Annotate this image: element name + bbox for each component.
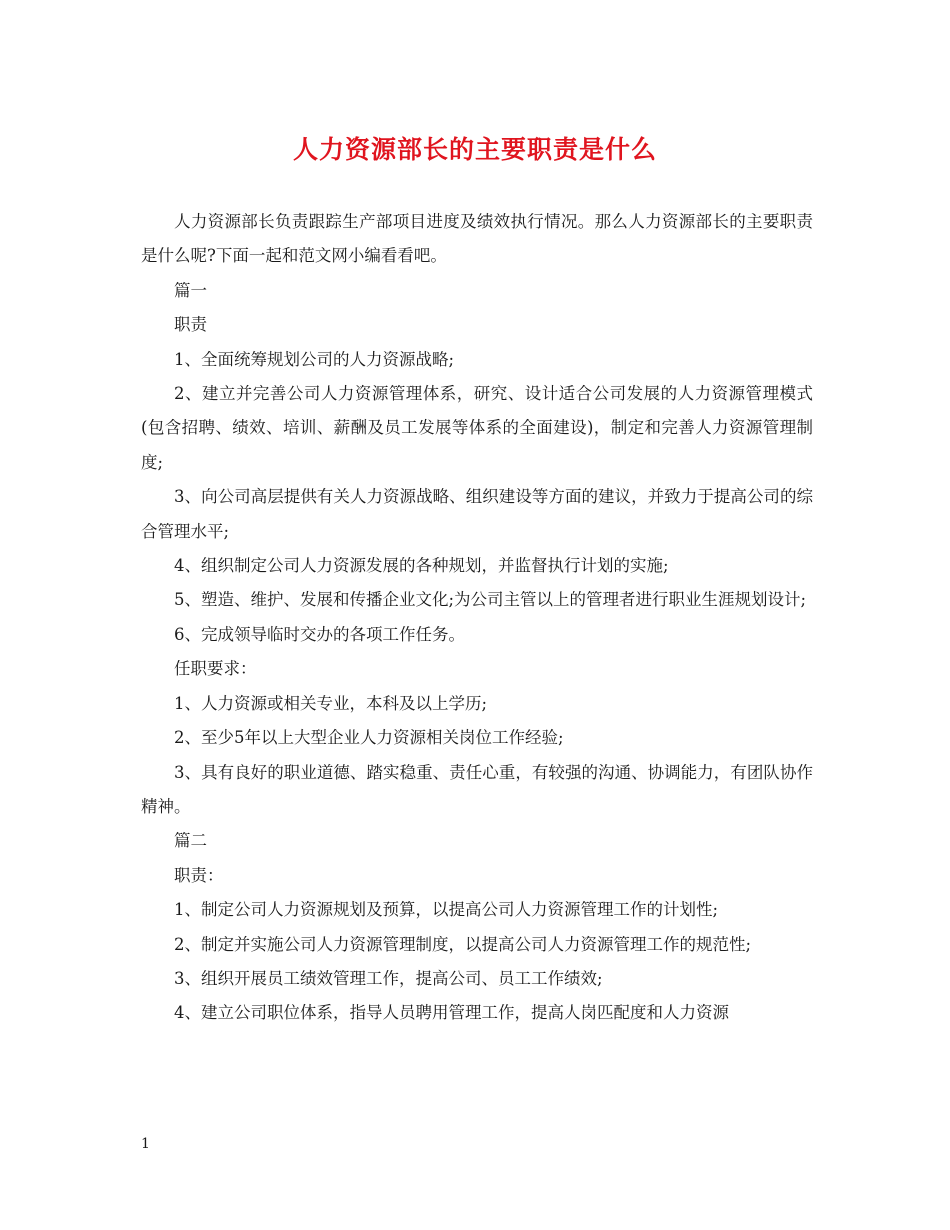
list-item: 1、全面统筹规划公司的人力资源战略;	[174, 349, 455, 369]
list-item: 3、向公司高层提供有关人力资源战略、组织建设等方面的建议，并致力于提高公司的综合管理水平;	[141, 487, 813, 541]
list-item: 6、完成领导临时交办的各项工作任务。	[174, 624, 465, 644]
section-heading-part-one: 篇一	[174, 280, 207, 300]
section-heading-duties: 职责	[174, 315, 207, 335]
list-item: 2、至少5年以上大型企业人力资源相关岗位工作经验;	[174, 728, 564, 748]
document-body	[141, 205, 813, 1031]
list-item: 5、塑造、维护、发展和传播企业文化;为公司主管以上的管理者进行职业生涯规划设计;	[174, 590, 807, 610]
document-title: 人力资源部长的主要职责是什么	[292, 135, 657, 164]
list-item: 3、具有良好的职业道德、踏实稳重、责任心重，有较强的沟通、协调能力，有团队协作精神。	[141, 762, 813, 816]
list-item: 1、人力资源或相关专业，本科及以上学历;	[174, 693, 488, 713]
list-item: 2、建立并完善公司人力资源管理体系，研究、设计适合公司发展的人力资源管理模式(包含招聘、绩效、培训、薪酬及员工发展等体系的全面建设)，制定和完善人力资源管理制度;	[141, 384, 813, 472]
list-item: 1、制定公司人力资源规划及预算，以提高公司人力资源管理工作的计划性;	[174, 900, 719, 920]
list-item: 4、组织制定公司人力资源发展的各种规划，并监督执行计划的实施;	[174, 556, 669, 576]
section-heading-requirements: 任职要求：	[174, 659, 257, 679]
section-heading-part-two: 篇二	[174, 831, 207, 851]
paragraph-intro: 人力资源部长负责跟踪生产部项目进度及绩效执行情况。那么人力资源部长的主要职责是什么呢?下面一起和范文网小编看看吧。	[141, 212, 813, 266]
list-item: 3、组织开展员工绩效管理工作，提高公司、员工工作绩效;	[174, 968, 603, 988]
page-number: 1	[141, 1136, 150, 1152]
section-heading-duties-two: 职责：	[174, 865, 224, 885]
list-item: 4、建立公司职位体系，指导人员聘用管理工作，提高人岗匹配度和人力资源	[174, 1003, 729, 1023]
list-item: 2、制定并实施公司人力资源管理制度，以提高公司人力资源管理工作的规范性;	[174, 934, 752, 954]
